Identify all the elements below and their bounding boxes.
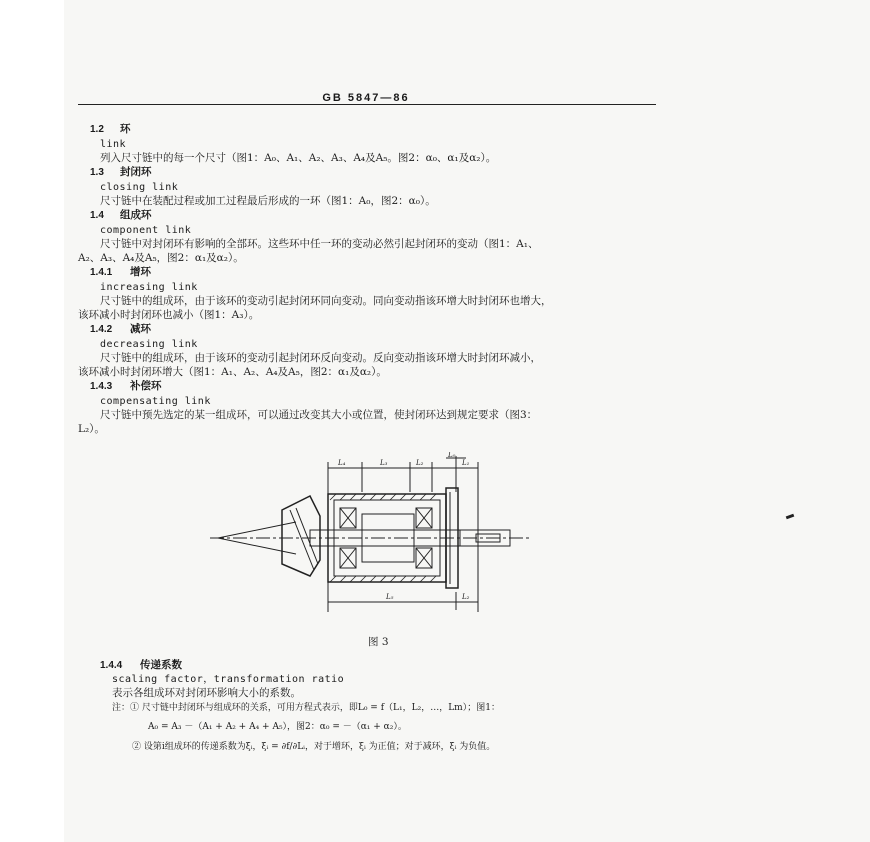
section-text-1-4-line2: A₂、A₃、A₄及A₅，图2：α₁及α₂）。 (78, 252, 244, 264)
section-en-1-3: closing link (100, 182, 179, 193)
section-num-1-2: 1.2 (90, 124, 104, 135)
section-title-1-2: 环 (120, 123, 131, 135)
label-L1: L₁ (462, 459, 470, 467)
figure-caption: 图 3 (368, 636, 389, 648)
section-title-1-4-4: 传递系数 (140, 659, 182, 671)
section-en-1-4: component link (100, 225, 192, 236)
section-num-1-4-4: 1.4.4 (100, 660, 123, 671)
section-num-1-4-3: 1.4.3 (90, 381, 113, 392)
label-L5: L₅ (386, 593, 394, 601)
section-text-1-4-line1: 尺寸链中对封闭环有影响的全部环。这些环中任一环的变动必然引起封闭环的变动（图1：A₁、 (100, 238, 539, 250)
section-num-1-3: 1.3 (90, 167, 104, 178)
section-en-1-4-4: scaling factor，transformation ratio (112, 674, 345, 685)
section-text-1-4-3-line1: 尺寸链中预先选定的某一组成环，可以通过改变其大小或位置，使封闭环达到规定要求（图3： (100, 409, 538, 421)
scan-margin (0, 0, 64, 842)
figure-3-drawing (210, 452, 540, 612)
label-L2-top: L₂ (416, 459, 424, 467)
standard-number: GB 5847—86 (322, 92, 410, 104)
bevel-gear-outline (282, 496, 320, 576)
section-en-1-4-3: compensating link (100, 396, 211, 407)
section-title-1-4: 组成环 (120, 209, 152, 221)
section-en-1-4-2: decreasing link (100, 339, 198, 350)
label-L3: L₃ (380, 459, 388, 467)
cone-upper-edge (218, 522, 296, 538)
note-1-line1: 注：① 尺寸链中封闭环与组成环的关系，可用方程式表示，即L₀ = f（L₁，L₂，…，Lm）；图1： (112, 703, 500, 713)
scan-mark (786, 514, 795, 520)
section-text-1-2: 列入尺寸链中的每一个尺寸（图1：A₀、A₁、A₂、A₃、A₄及A₅。图2：α₀、α₁及α₂）。 (100, 152, 497, 164)
section-num-1-4: 1.4 (90, 210, 104, 221)
section-en-1-2: link (100, 139, 127, 150)
section-text-1-4-2-line2: 该环减小时封闭环增大（图1：A₁、A₂、A₄及A₅，图2：α₁及α₂）。 (78, 366, 387, 378)
label-L2-bottom: L₂ (462, 593, 470, 601)
section-text-1-4-1-line1: 尺寸链中的组成环，由于该环的变动引起封闭环同向变动。同向变动指该环增大时封闭环也增大， (100, 295, 552, 307)
label-L4: L₄ (338, 459, 346, 467)
section-text-1-3: 尺寸链中在装配过程或加工过程最后形成的一环（图1：A₀，图2：α₀）。 (100, 195, 436, 207)
note-1-line2: A₀ = A₃ －（A₁ + A₂ + A₄ + A₅），图2：α₀ = －（α₁ + α₂）。 (148, 722, 407, 732)
section-text-1-4-3-line2: L₂）。 (78, 423, 105, 435)
section-en-1-4-1: increasing link (100, 282, 198, 293)
section-text-1-4-1-line2: 该环减小时封闭环也减小（图1：A₃）。 (78, 309, 260, 321)
section-title-1-4-1: 增环 (130, 266, 151, 278)
section-title-1-4-3: 补偿环 (130, 380, 162, 392)
section-num-1-4-2: 1.4.2 (90, 324, 113, 335)
cone-lower-edge (218, 538, 296, 554)
note-2: ② 设第i组成环的传递系数为ξᵢ，ξᵢ = ∂f/∂Lᵢ，对于增环，ξᵢ 为正值；对于减环，ξᵢ 为负值。 (132, 742, 496, 752)
section-text-1-4-4: 表示各组成环对封闭环影响大小的系数。 (112, 687, 301, 699)
label-L0: L₀ (448, 452, 456, 459)
section-title-1-4-2: 减环 (130, 323, 151, 335)
header-rule (78, 104, 656, 105)
section-num-1-4-1: 1.4.1 (90, 267, 113, 278)
section-text-1-4-2-line1: 尺寸链中的组成环，由于该环的变动引起封闭环反向变动。反向变动指该环增大时封闭环减小， (100, 352, 541, 364)
section-title-1-3: 封闭环 (120, 166, 152, 178)
